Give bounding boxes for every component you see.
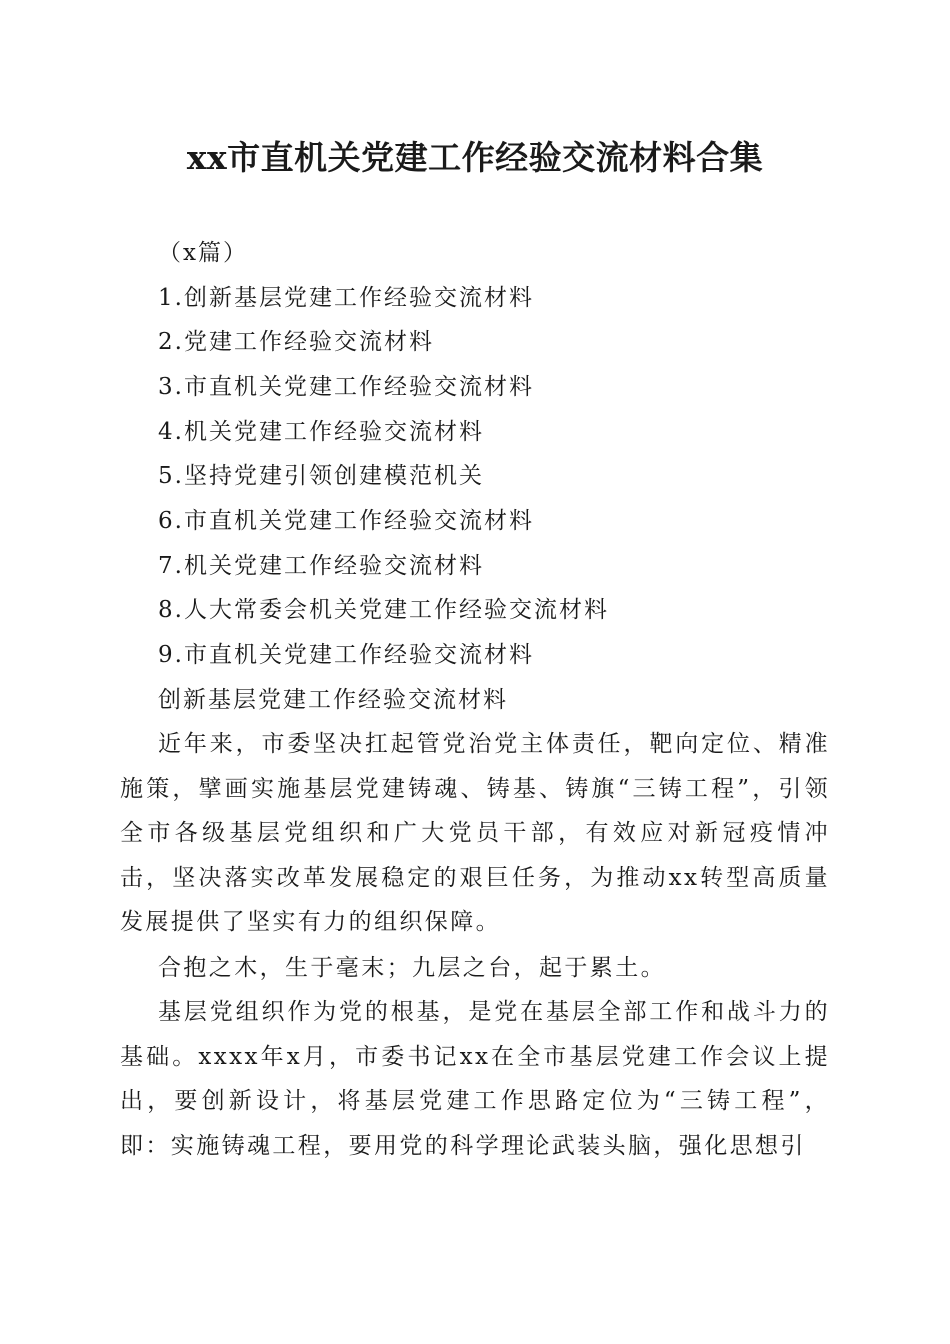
- toc-item: 6.市直机关党建工作经验交流材料: [158, 508, 534, 534]
- toc-item: 4.机关党建工作经验交流材料: [158, 419, 484, 445]
- count-note: （x篇）: [158, 240, 248, 266]
- toc-item: 8.人大常委会机关党建工作经验交流材料: [158, 597, 609, 623]
- toc-item: 1.创新基层党建工作经验交流材料: [158, 285, 534, 311]
- toc-item: 3.市直机关党建工作经验交流材料: [158, 374, 534, 400]
- section-heading: 创新基层党建工作经验交流材料: [158, 687, 508, 713]
- document-title: xx市直机关党建工作经验交流材料合集: [186, 138, 764, 177]
- toc-item: 9.市直机关党建工作经验交流材料: [158, 642, 534, 668]
- body-paragraph: 合抱之木，生于毫末；九层之台，起于累土。: [158, 955, 666, 981]
- toc-item: 7.机关党建工作经验交流材料: [158, 553, 484, 579]
- toc-item: 5.坚持党建引领创建模范机关: [158, 463, 484, 489]
- toc-item: 2.党建工作经验交流材料: [158, 329, 434, 355]
- body-paragraph: 近年来，市委坚决扛起管党治党主体责任，靶向定位、精准施策，擘画实施基层党建铸魂、铸基、铸旗“三铸工程”，引领全市各级基层党组织和广大党员干部，有效应对新冠疫情冲击，坚决落实改革发展稳定的艰巨任务，为推动xx转型高质量发展提供了坚实有力的组织保障。: [120, 731, 830, 936]
- body-paragraph: 基层党组织作为党的根基，是党在基层全部工作和战斗力的基础。xxxx年x月，市委书记xx在全市基层党建工作会议上提出，要创新设计，将基层党建工作思路定位为“三铸工程”，即：实施铸魂工程，要用党的科学理论武装头脑，强化思想引: [120, 999, 830, 1159]
